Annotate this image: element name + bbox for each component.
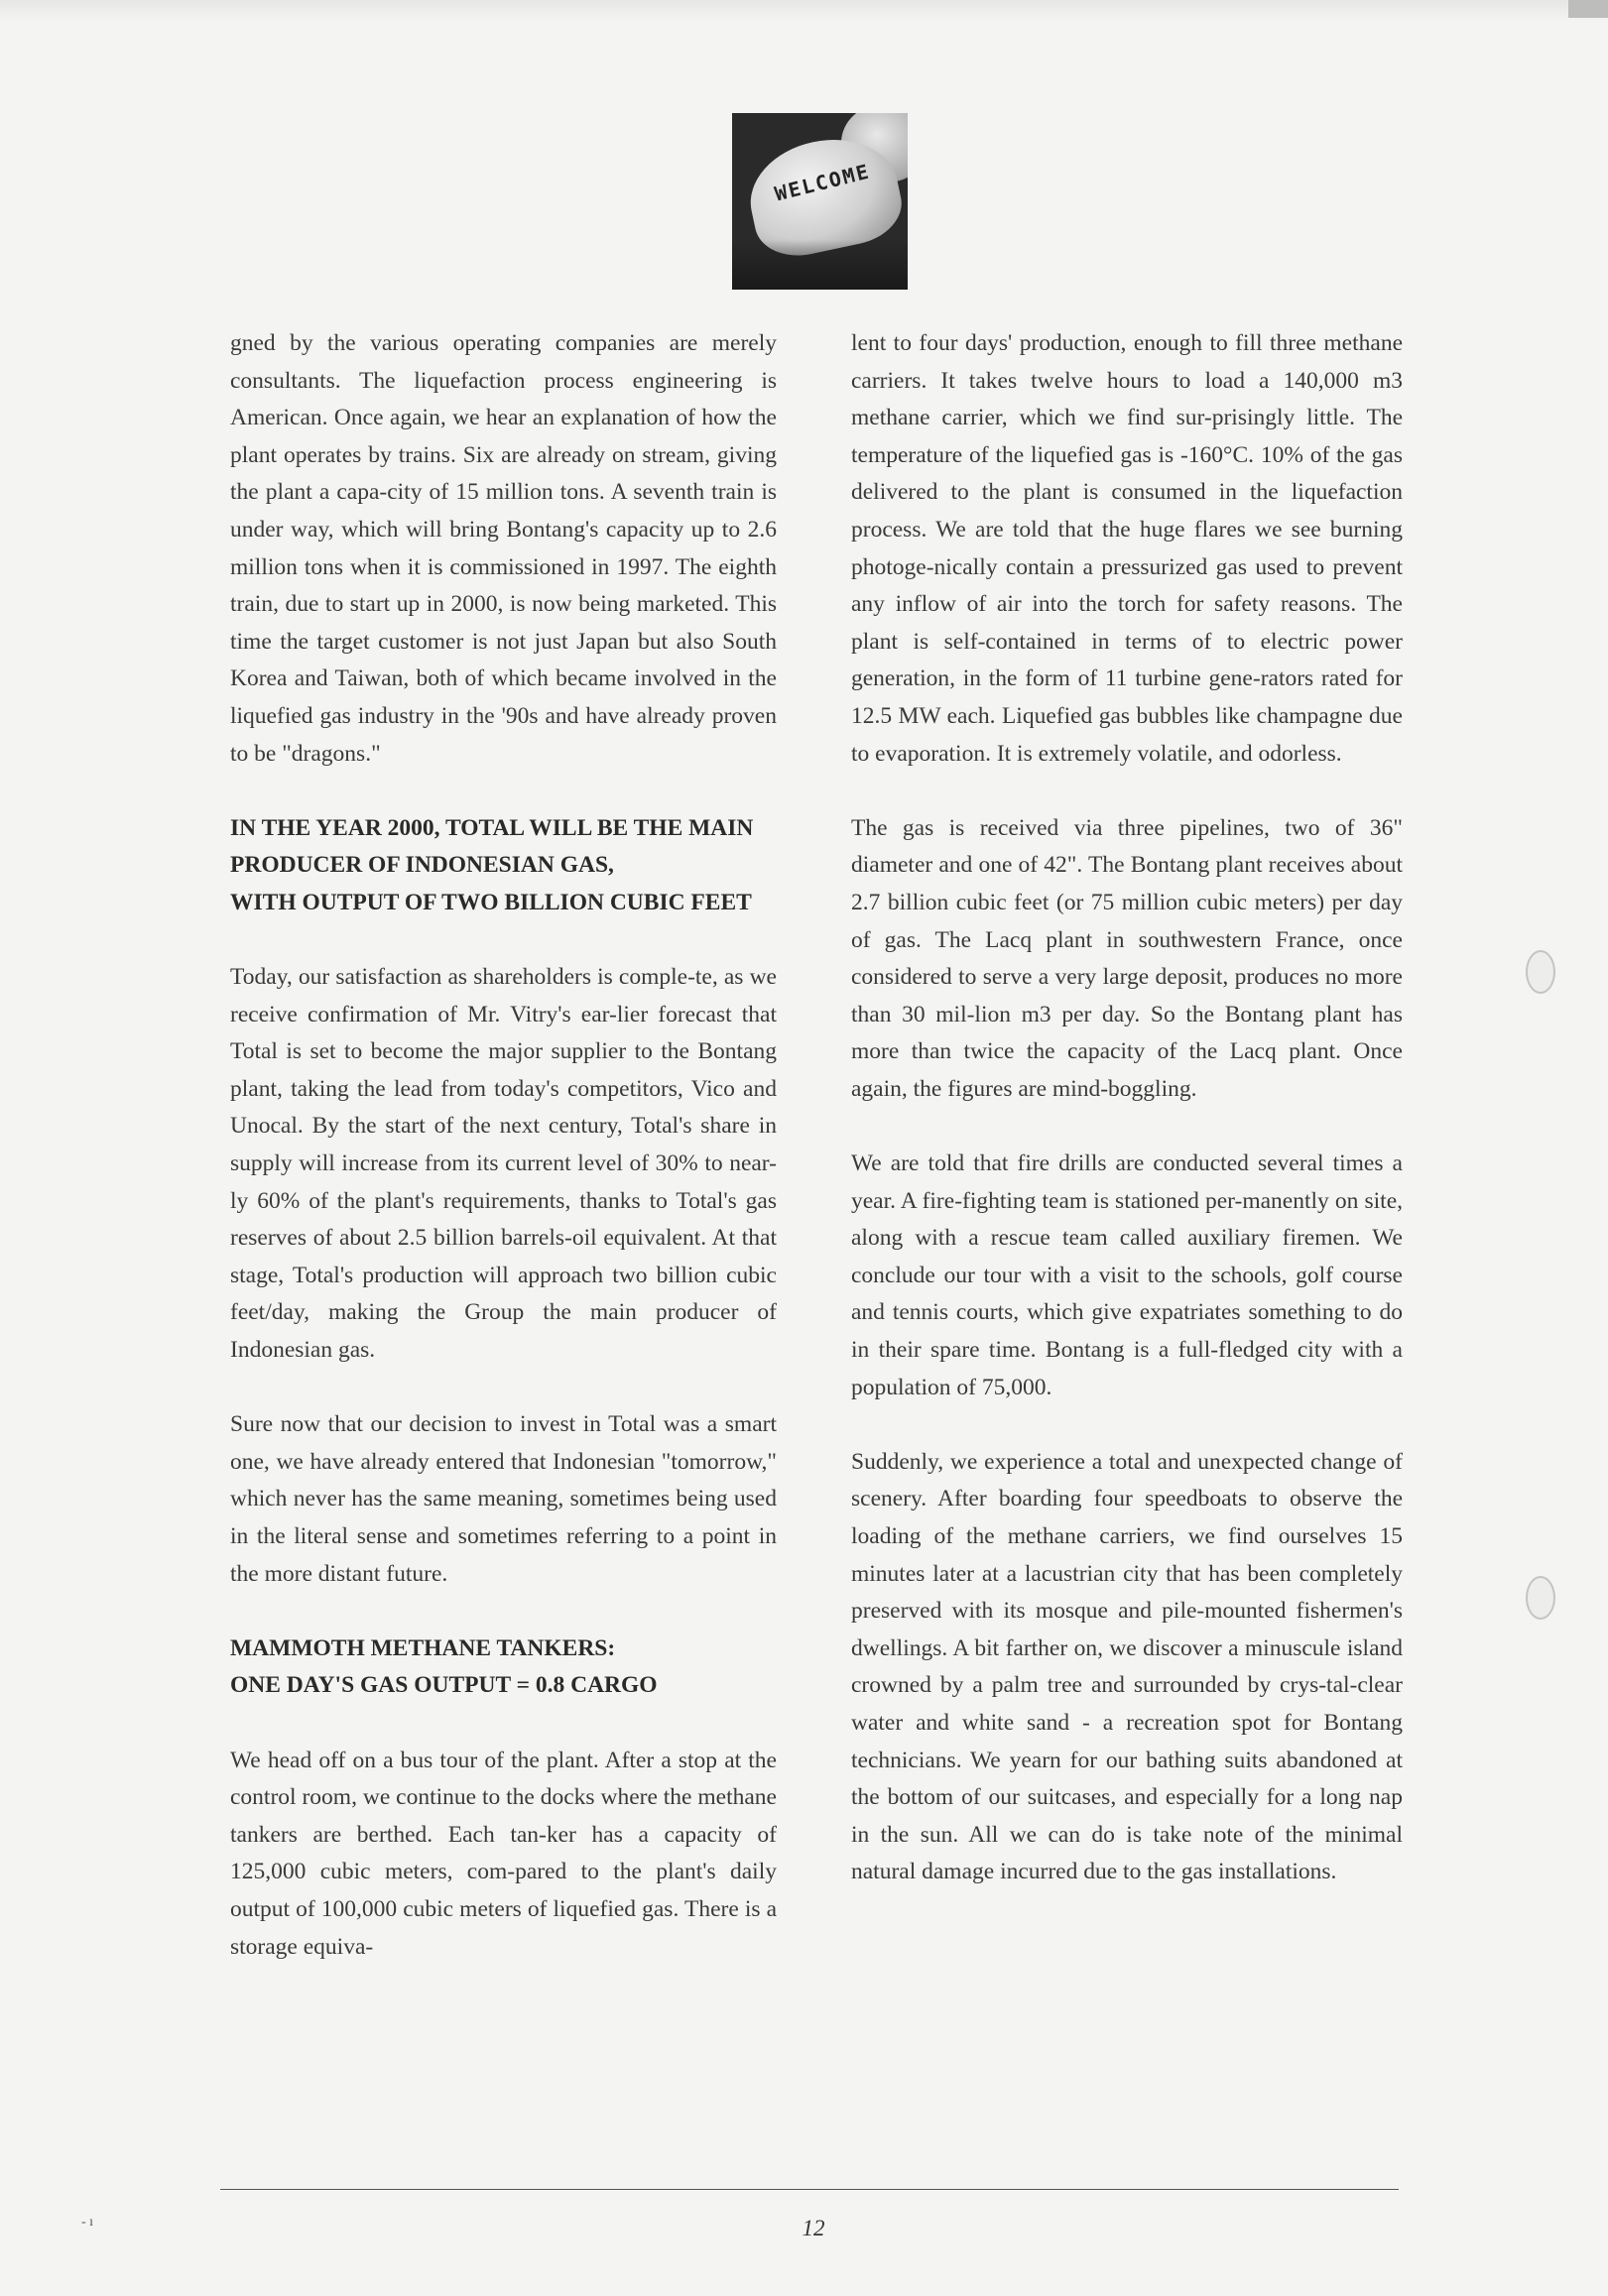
section-heading-line: ONE DAY'S GAS OUTPUT = 0.8 CARGO xyxy=(230,1672,658,1699)
page-number: 12 xyxy=(802,2216,825,2240)
footer-rule xyxy=(220,2189,1399,2190)
section-heading-line: PRODUCER OF INDONESIAN GAS, xyxy=(230,852,614,879)
scan-mark: - ı xyxy=(81,2215,94,2230)
body-paragraph: lent to four days' production, enough to fill three methane carriers. It takes twelve hours to load a 140,000 m3 methane carrier, which we find sur-prisingly little. The temperature of the liquefied gas is -160°C. 10% of the gas delivered to the plant is consumed in the liquefaction process. We are told that the huge flares we see burning photoge-nically contain a pressurized gas used to prevent any inflow of air into the torch for safety reasons. The plant is self-contained in terms of to electric power generation, in the form of 11 turbine gene-rators rated for 12.5 MW each. Liquefied gas bubbles like champagne due to evaporation. It is extremely volatile, and odorless. xyxy=(851,330,1403,767)
body-paragraph: Suddenly, we experience a total and unexpected change of scenery. After boarding four speedboats to observe the loading of the methane carriers, we find ourselves 15 minutes later at a lacustrian city that has been completely preserved with its mosque and pile-mounted fishermen's dwellings. A bit farther on, we discover a minuscule island crowned by a palm tree and surrounded by crys-tal-clear water and white sand - a recreation spot for Bontang technicians. We yearn for our bathing suits abandoned at the bottom of our suitcases, and especially for a long nap in the sun. All we can do is take note of the minimal natural damage incurred due to the gas installations. xyxy=(851,1448,1403,1885)
body-paragraph: We are told that fire drills are conducted several times a year. A fire-fighting team is stationed per-manently on site, along with a rescue team called auxiliary firemen. We conclude our tour with a visit to the schools, golf course and tennis courts, which give expatriates something to do in their spare time. Bontang is a full-fledged city with a population of 75,000. xyxy=(851,1150,1403,1400)
section-heading-line: MAMMOTH METHANE TANKERS: xyxy=(230,1634,616,1661)
section-heading xyxy=(230,810,777,922)
section-heading-line: IN THE YEAR 2000, TOTAL WILL BE THE MAIN xyxy=(230,814,754,841)
left-text-column xyxy=(230,325,777,2003)
section-heading xyxy=(230,1631,777,1705)
body-paragraph: We head off on a bus tour of the plant. After a stop at the control room, we continue to the docks where the methane tankers are berthed. Each tan-ker has a capacity of 125,000 cubic meters, com-pared to the plant's daily output of 100,000 cubic meters of liquefied gas. There is a storage equiva- xyxy=(230,1747,777,1960)
binder-hole-top xyxy=(1526,950,1555,994)
right-text-column xyxy=(851,325,1403,1929)
section-heading-line: WITH OUTPUT OF TWO BILLION CUBIC FEET xyxy=(230,889,752,915)
photo-welcome-text: WELCOME xyxy=(772,159,873,206)
body-paragraph: Today, our satisfaction as shareholders is comple-te, as we receive confirmation of Mr. Vitry's ear-lier forecast that Total is set to become the major supplier to the Bontang plant, taking the lead from today's competitors, Vico and Unocal. By the start of the next century, Total's share in supply will increase from its current level of 30% to near-ly 60% of the plant's requirements, thanks to Total's gas reserves of about 2.5 billion barrels-oil equivalent. At that stage, Total's production will approach two billion cubic feet/day, making the Group the main producer of Indonesian gas. xyxy=(230,964,777,1364)
body-paragraph: The gas is received via three pipelines, two of 36" diameter and one of 42". The Bontang plant receives about 2.7 billion cubic feet (or 75 million cubic meters) per day of gas. The Lacq plant in southwestern France, once considered to serve a very large deposit, produces no more than 30 mil-lion m3 per day. So the Bontang plant has more than twice the capacity of the Lacq plant. Once again, the figures are mind-boggling. xyxy=(851,814,1403,1102)
welcome-helmet-photo xyxy=(732,113,908,290)
body-paragraph: Sure now that our decision to invest in Total was a smart one, we have already entered that Indonesian "tomorrow," which never has the same meaning, sometimes being used in the literal sense and sometimes referring to a point in the more distant future. xyxy=(230,1411,777,1587)
binder-hole-bottom xyxy=(1526,1576,1555,1620)
page-top-edge xyxy=(0,0,1608,22)
body-paragraph: gned by the various operating companies are merely consultants. The liquefaction process engineering is American. Once again, we hear an explanation of how the plant operates by trains. Six are already on stream, giving the plant a capa-city of 15 million tons. A seventh train is under way, which will bring Bontang's capacity up to 2.6 million tons when it is commissioned in 1997. The eighth train, due to start up in 2000, is now being marketed. This time the target customer is not just Japan but also South Korea and Taiwan, both of which became involved in the liquefied gas industry in the '90s and have already proven to be "dragons." xyxy=(230,330,777,767)
photo-shadow xyxy=(732,240,908,290)
